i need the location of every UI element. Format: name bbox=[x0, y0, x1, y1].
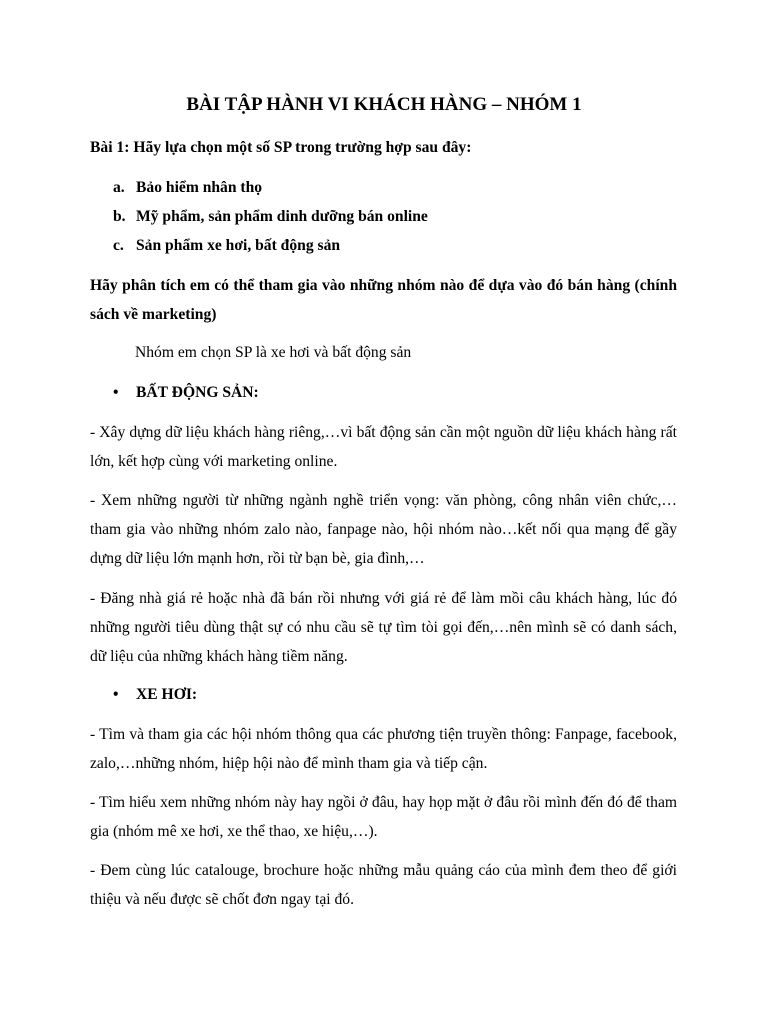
group-choice: Nhóm em chọn SP là xe hơi và bất động sản bbox=[135, 344, 412, 361]
page-title: BÀI TẬP HÀNH VI KHÁCH HÀNG – NHÓM 1 bbox=[186, 94, 582, 115]
section-heading: XE HƠI: bbox=[136, 686, 198, 703]
paragraph: - Tìm và tham gia các hội nhóm thông qua các phương tiện truyền thông: Fanpage, facebook, zalo,…những nhóm, hiệp hội nào để mình tham gia và tiếp cận. bbox=[90, 726, 677, 772]
paragraph: - Tìm hiểu xem những nhóm này hay ngồi ở đâu, hay họp mặt ở đâu rồi mình đến đó để tham gia (nhóm mê xe hơi, xe thể thao, xe hiệu,…). bbox=[90, 794, 677, 840]
paragraph: - Xây dựng dữ liệu khách hàng riêng,…vì bất động sản cần một nguồn dữ liệu khách hàng rất lớn, kết hợp cùng với marketing online. bbox=[90, 424, 677, 470]
section-heading: BẤT ĐỘNG SẢN: bbox=[136, 384, 259, 401]
option-item-b bbox=[113, 207, 428, 227]
option-marker: a. bbox=[113, 179, 125, 196]
exercise-label: Bài 1: Hãy lựa chọn một số SP trong trường hợp sau đây: bbox=[90, 139, 472, 156]
option-item-a bbox=[113, 178, 262, 198]
option-item-c bbox=[113, 236, 340, 256]
option-text: Sản phẩm xe hơi, bất động sản bbox=[136, 237, 341, 254]
option-marker: b. bbox=[113, 208, 126, 225]
option-marker: c. bbox=[113, 237, 124, 254]
option-text: Mỹ phẩm, sản phẩm dinh dưỡng bán online bbox=[136, 208, 428, 225]
paragraph: - Xem những người từ những ngành nghề triển vọng: văn phòng, công nhân viên chức,… tham gia vào những nhóm zalo nào, fanpage nào, hội nhóm nào…kết nối qua mạng để gầy dựng dữ liệu lớn mạnh hơn, rồi từ bạn bè, gia đình,… bbox=[90, 492, 677, 567]
bullet-icon: • bbox=[113, 384, 119, 401]
option-text: Bảo hiểm nhân thọ bbox=[136, 179, 263, 196]
paragraph: - Đem cùng lúc catalouge, brochure hoặc những mẫu quảng cáo của mình đem theo để giới thiệu và nếu được sẽ chốt đơn ngay tại đó. bbox=[90, 862, 677, 908]
section-heading-car bbox=[113, 685, 197, 705]
section-heading-real-estate bbox=[113, 383, 259, 403]
bullet-icon: • bbox=[113, 686, 119, 703]
question-paragraph: Hãy phân tích em có thể tham gia vào những nhóm nào để dựa vào đó bán hàng (chính sách về marketing) bbox=[90, 277, 677, 323]
paragraph: - Đăng nhà giá rẻ hoặc nhà đã bán rồi nhưng với giá rẻ để làm mồi câu khách hàng, lúc đó những người tiêu dùng thật sự có nhu cầu sẽ tự tìm tòi gọi đến,…nên mình sẽ có danh sách, dữ liệu của những khách hàng tiềm năng. bbox=[90, 590, 677, 665]
